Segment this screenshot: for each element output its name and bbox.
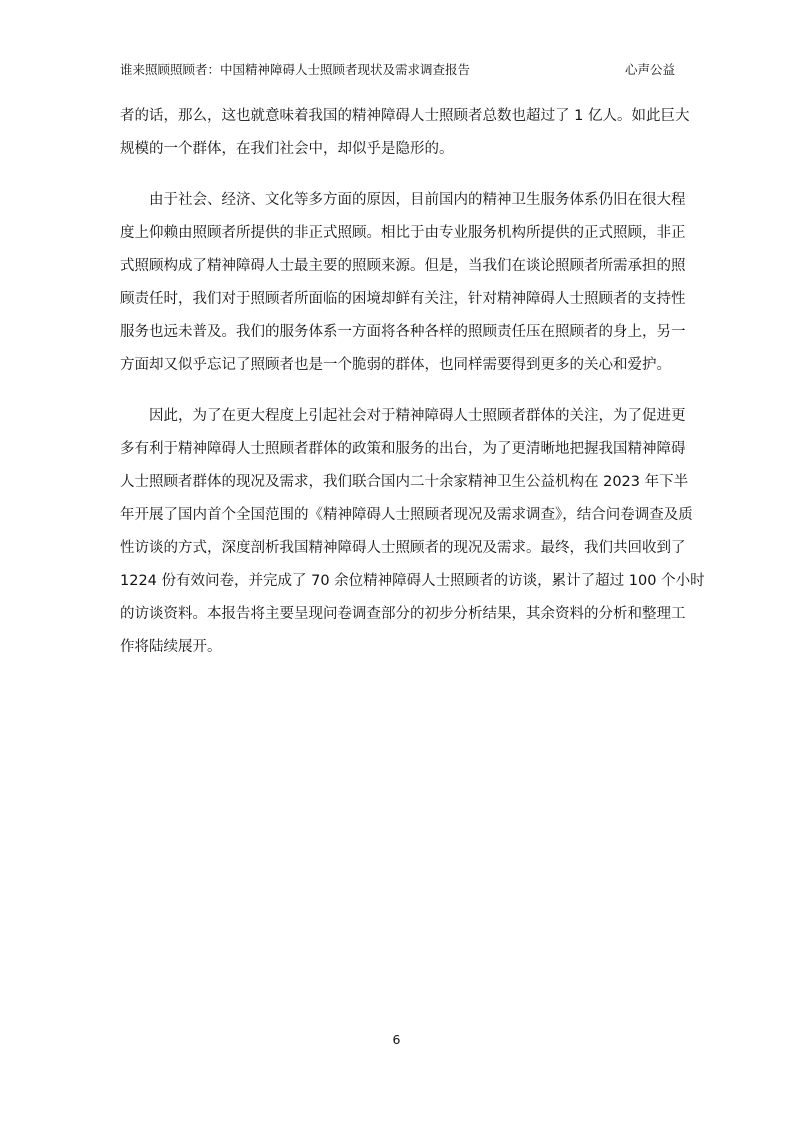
text-line: 的访谈资料。本报告将主要呈现问卷调查部分的初步分析结果，其余资料的分析和整理工 (120, 606, 686, 622)
text-line: 式照顾构成了精神障碍人士最主要的照顾来源。但是，当我们在谈论照顾者所需承担的照 (120, 258, 686, 274)
text-line: 顾责任时，我们对于照顾者所面临的困境却鲜有关注，针对精神障碍人士照顾者的支持性 (120, 291, 686, 307)
text-line: 方面却又似乎忘记了照顾者也是一个脆弱的群体，也同样需要得到更多的关心和爱护。 (120, 357, 671, 373)
text-line: 由于社会、经济、文化等多方面的原因，目前国内的精神卫生服务体系仍旧在很大程 (120, 192, 686, 208)
paragraph-1 (120, 100, 690, 166)
body-text (120, 100, 705, 682)
text-line: 度上仰赖由照顾者所提供的非正式照顾。相比于由专业服务机构所提供的正式照顾，非正 (120, 225, 686, 241)
page-number: 6 (392, 1032, 401, 1047)
paragraph-3 (120, 400, 705, 664)
text-line: 性访谈的方式，深度剖析我国精神障碍人士照顾者的现况及需求。最终，我们共回收到了 (120, 540, 686, 556)
page-header (120, 62, 675, 78)
paragraph-2 (120, 184, 686, 382)
text-line: 规模的一个群体，在我们社会中，却似乎是隐形的。 (120, 141, 454, 157)
text-line: 因此，为了在更大程度上引起社会对于精神障碍人士照顾者群体的关注，为了促进更 (120, 408, 686, 424)
text-line: 服务也远未普及。我们的服务体系一方面将各种各样的照顾责任压在照顾者的身上，另一 (120, 324, 686, 340)
report-title: 谁来照顾照顾者：中国精神障碍人士照顾者现状及需求调查报告 (120, 62, 471, 77)
text-line: 多有利于精神障碍人士照顾者群体的政策和服务的出台，为了更清晰地把握我国精神障碍 (120, 441, 686, 457)
text-line: 人士照顾者群体的现况及需求，我们联合国内二十余家精神卫生公益机构在 2023 年下半 (120, 474, 689, 490)
text-line: 作将陆续展开。 (120, 639, 222, 655)
text-line: 1224 份有效问卷，并完成了 70 余位精神障碍人士照顾者的访谈，累计了超过 100 个小时 (120, 573, 705, 589)
organization-name: 心声公益 (624, 62, 675, 77)
text-line: 年开展了国内首个全国范围的《精神障碍人士照顾者现况及需求调查》，结合问卷调查及质 (120, 507, 693, 523)
text-line: 者的话，那么，这也就意味着我国的精神障碍人士照顾者总数也超过了 1 亿人。如此巨大 (120, 108, 690, 124)
